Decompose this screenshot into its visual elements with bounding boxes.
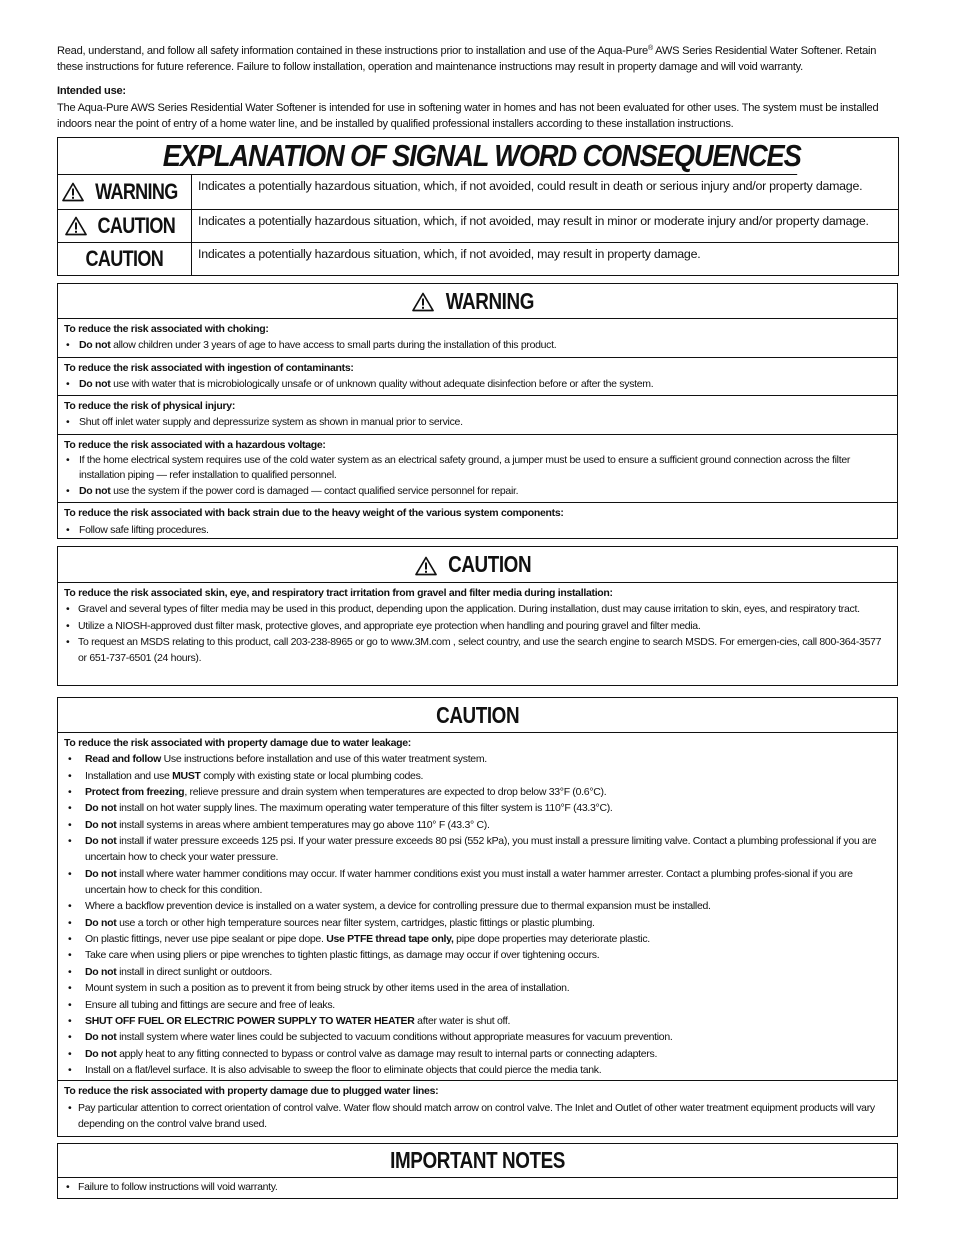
caution-box-media-title: CAUTION: [447, 551, 532, 577]
signal-word-table-title: EXPLANATION OF SIGNAL WORD CONSEQUENCES: [58, 138, 797, 175]
list-item: • Pay particular attention to correct orientation of control valve. Water flow should match arrow on control valve. The Inlet and Outlet of other water treatment equipment products will vary depending on the control valve brand used.: [64, 1100, 891, 1133]
caution-box-media: [57, 546, 898, 686]
list-item: • To request an MSDS relating to this product, call 203-238-8965 or go to www.3M.com , select country, and use the search engine to search MSDS. For emergen-cies, call 800-364-3577 or 651-737-6501 (24 hours).: [64, 634, 891, 667]
list-item: • Do not install system where water lines could be subjected to vacuum conditions without appropriate measures for vacuum prevention.: [64, 1029, 891, 1045]
list-item: • Mount system in such a position as to prevent it from being struck by other items used in the area of installation.: [64, 980, 891, 996]
list-item: • Failure to follow instructions will void warranty.: [64, 1179, 891, 1195]
list-item: • If the home electrical system requires use of the cold water system as an electrical safety ground, a jumper must be used to ensure a sufficient ground connection across the filter installation piping — refer installation to qualified personnel.: [64, 453, 891, 483]
warning-box: [57, 283, 898, 539]
warning-triangle-icon: [415, 555, 437, 575]
list-item: • On plastic fittings, never use pipe sealant or pipe dope. Use PTFE thread tape only, pipe dope properties may deteriorate plastic.: [64, 931, 891, 947]
signal-row-warning: [58, 175, 898, 210]
important-notes-box: [57, 1143, 898, 1199]
warning-section-ingestion: To reduce the risk associated with ingestion of contaminants: • Do not use with water that is microbiologically unsafe or of unknown quality without adequate disinfection before or after the system.: [58, 358, 897, 397]
list-item: • Install on a flat/level surface. It is also advisable to sweep the floor to eliminate objects that could pierce the media tank.: [64, 1062, 891, 1078]
caution-box-property-title: CAUTION: [435, 701, 520, 728]
important-notes-header: [58, 1144, 897, 1178]
list-item: • Do not use a torch or other high temperature sources near filter system, cartridges, plastic fittings or plastic plumbing.: [64, 915, 891, 931]
list-item: • Gravel and several types of filter media may be used in this product, depending upon the application. During installation, dust may cause irritation to skin, eyes, and respiratory tract.: [64, 601, 891, 617]
warning-box-header: [58, 284, 897, 319]
list-item: • Do not use the system if the power cord is damaged — contact qualified service personnel for repair.: [64, 483, 891, 499]
important-notes-title: IMPORTANT NOTES: [390, 1147, 565, 1173]
signal-word-caution: CAUTION: [97, 213, 176, 238]
list-item: • Do not install systems in areas where ambient temperatures may go above 110° F (43.3° C).: [64, 817, 891, 833]
warning-section-voltage: To reduce the risk associated with a hazardous voltage: • If the home electrical system requires use of the cold water system as an electrical safety ground, a jumper must be used to ensure a sufficient ground connection across the filter installation piping — refer installation to qualified personnel. • Do not use the system if the power cord is damaged — contact qualified service personnel for repair.: [58, 435, 897, 504]
list-item: • SHUT OFF FUEL OR ELECTRIC POWER SUPPLY TO WATER HEATER after water is shut off.: [64, 1013, 891, 1029]
important-notes-section: [58, 1178, 897, 1198]
list-item: • Where a backflow prevention device is installed on a water system, a device for controlling pressure due to thermal expansion must be installed.: [64, 898, 891, 914]
signal-desc-warning: Indicates a potentially hazardous situation, which, if not avoided, could result in death or serious injury and/or property damage.: [198, 179, 863, 193]
caution-box-property-header: [58, 698, 897, 733]
signal-word-caution-plain: CAUTION: [85, 246, 164, 271]
warning-section-choking: To reduce the risk associated with choking: • Do not allow children under 3 years of age to have access to small parts during the installation of this product.: [58, 319, 897, 358]
signal-word-table: [57, 137, 899, 276]
list-item: • Do not install where water hammer conditions may occur. If water hammer conditions exist you must install a water hammer arrester. Contact a plumbing profes-sional if you are uncertain how to check for this condition.: [64, 866, 891, 899]
warning-triangle-icon: [62, 182, 84, 202]
signal-row-caution-property: [58, 243, 898, 275]
signal-word-warning: WARNING: [95, 179, 178, 204]
signal-desc-caution-property: Indicates a potentially hazardous situation, which, if not avoided, may result in property damage.: [198, 247, 701, 261]
signal-desc-caution: Indicates a potentially hazardous situation, which, if not avoided, may result in minor or moderate injury and/or property damage.: [198, 214, 869, 228]
list-item: • Do not install on hot water supply lines. The maximum operating water temperature of this filter system is 110°F (43.3°C).: [64, 800, 891, 816]
intended-use-text: The Aqua-Pure AWS Series Residential Water Softener is intended for use in softening water in homes and has not been evaluated for other uses. The system must be installed indoors near the point of entry of a home water line, and be installed by qualified professional installers according to these installation instructions.: [57, 101, 879, 130]
warning-box-title: WARNING: [445, 287, 534, 314]
warning-section-back-strain: To reduce the risk associated with back strain due to the heavy weight of the various system components: • Follow safe lifting procedures.: [58, 503, 897, 541]
list-item: • Ensure all tubing and fittings are secure and free of leaks.: [64, 997, 891, 1013]
list-item: • Do not install in direct sunlight or outdoors.: [64, 964, 891, 980]
intro-section: [57, 43, 899, 132]
signal-row-caution: [58, 210, 898, 243]
list-item: • Protect from freezing, relieve pressure and drain system when temperatures are expected to drop below 33°F (0.6°C).: [64, 784, 891, 800]
list-item: • Do not allow children under 3 years of age to have access to small parts during the installation of this product.: [64, 337, 891, 353]
list-item: • Do not install if water pressure exceeds 125 psi. If your water pressure exceeds 80 psi (552 kPa), you must install a pressure limiting valve. Contact a plumbing professional if you are uncertain how to check your water pressure.: [64, 833, 891, 866]
warning-section-physical-injury: To reduce the risk of physical injury: • Shut off inlet water supply and depressurize system as shown in manual prior to service.: [58, 396, 897, 435]
list-item: • Follow safe lifting procedures.: [64, 522, 891, 538]
caution-box-property: [57, 697, 898, 1137]
list-item: • Read and follow Use instructions before installation and use of this water treatment system.: [64, 751, 891, 767]
list-item: • Utilize a NIOSH-approved dust filter mask, protective gloves, and appropriate eye protection when handling and pouring gravel and filter media.: [64, 618, 891, 634]
list-item: • Take care when using pliers or pipe wrenches to tighten plastic fittings, as damage may occur if over tightening occurs.: [64, 947, 891, 963]
warning-triangle-icon: [412, 291, 434, 311]
intended-use-label: Intended use:: [57, 85, 126, 98]
caution-section-irritation: To reduce the risk associated skin, eye, and respiratory tract irritation from gravel and filter media during installation: • Gravel and several types of filter media may be used in this product, depending upon the application. During installation, dust may cause irritation to skin, eyes, and respiratory tract. • Utilize a NIOSH-approved dust filter mask, protective gloves, and appropriate eye protection when handling and pouring gravel and filter media. • To request an MSDS relating to this product, call 203-238-8965 or go to www.3M.com , select country, and use the search engine to search MSDS. For emergen-cies, call 800-364-3577 or 651-737-6501 (24 hours).: [58, 583, 897, 669]
intro-paragraph: Read, understand, and follow all safety information contained in these instructions prior to installation and use of the Aqua-Pure® AWS Series Residential Water Softener. Retain these instructions for future reference. Failure to follow installation, operation and maintenance instructions may result in property damage and will void warranty.: [57, 45, 877, 74]
list-item: • Shut off inlet water supply and depressurize system as shown in manual prior to service.: [64, 414, 891, 430]
list-item: • Do not use with water that is microbiologically unsafe or of unknown quality without adequate disinfection before or after the system.: [64, 376, 891, 392]
warning-triangle-icon: [65, 216, 87, 236]
list-item: • Do not apply heat to any fitting connected to bypass or control valve as damage may result to internal parts or connecting adapters.: [64, 1046, 891, 1062]
caution-section-leakage: To reduce the risk associated with property damage due to water leakage: • Read and follow Use instructions before installation and use of this water treatment system. • Installation and use MUST comply with existing state or local plumbing codes. • Protect from freezing, relieve pressure and drain system when temperatures are expected to drop below 33°F (0.6°C). • Do not install on hot water supply lines. The maximum operating water temperature of this filter system is 110°F (43.3°C). • Do not install systems in areas where ambient temperatures may go above 110° F (43.3° C). • Do not install if water pressure exceeds 125 psi. If your water pressure exceeds 80 psi (552 kPa), you must install a pressure limiting valve. Contact a plumbing professional if you are uncertain how to check your water pressure. • Do not install where water hammer conditions may occur. If water hammer conditions exist you must install a water hammer arrester. Contact a plumbing profes-sional if you are uncertain how to check for this condition. • Where a backflow prevention device is installed on a water system, a device for controlling pressure due to thermal expansion must be installed. • Do not use a torch or other high temperature sources near filter system, cartridges, plastic fittings or plastic plumbing. • On plastic fittings, never use pipe sealant or pipe dope. Use PTFE thread tape only, pipe dope properties may deteriorate plastic. • Take care when using pliers or pipe wrenches to tighten plastic fittings, as damage may occur if over tightening occurs. • Do not install in direct sunlight or outdoors. • Mount system in such a position as to prevent it from being struck by other items used in the area of installation. • Ensure all tubing and fittings are secure and free of leaks. • SHUT OFF FUEL OR ELECTRIC POWER SUPPLY TO WATER HEATER after water is shut off. • Do not install system where water lines could be subjected to vacuum conditions without appropriate measures for vacuum prevention. • Do not apply heat to any fitting connected to bypass or control valve as damage may result to internal parts or connecting adapters. • Install on a flat/level surface. It is also advisable to sweep the floor to eliminate objects that could pierce the media tank.: [58, 733, 897, 1081]
list-item: • Installation and use MUST comply with existing state or local plumbing codes.: [64, 768, 891, 784]
caution-box-media-header: [58, 547, 897, 583]
caution-section-plugged-lines: To reduce the risk associated with property damage due to plugged water lines: • Pay particular attention to correct orientation of control valve. Water flow should match arrow on control valve. The Inlet and Outlet of other water treatment equipment products will vary depending on the control valve brand used.: [58, 1081, 897, 1135]
